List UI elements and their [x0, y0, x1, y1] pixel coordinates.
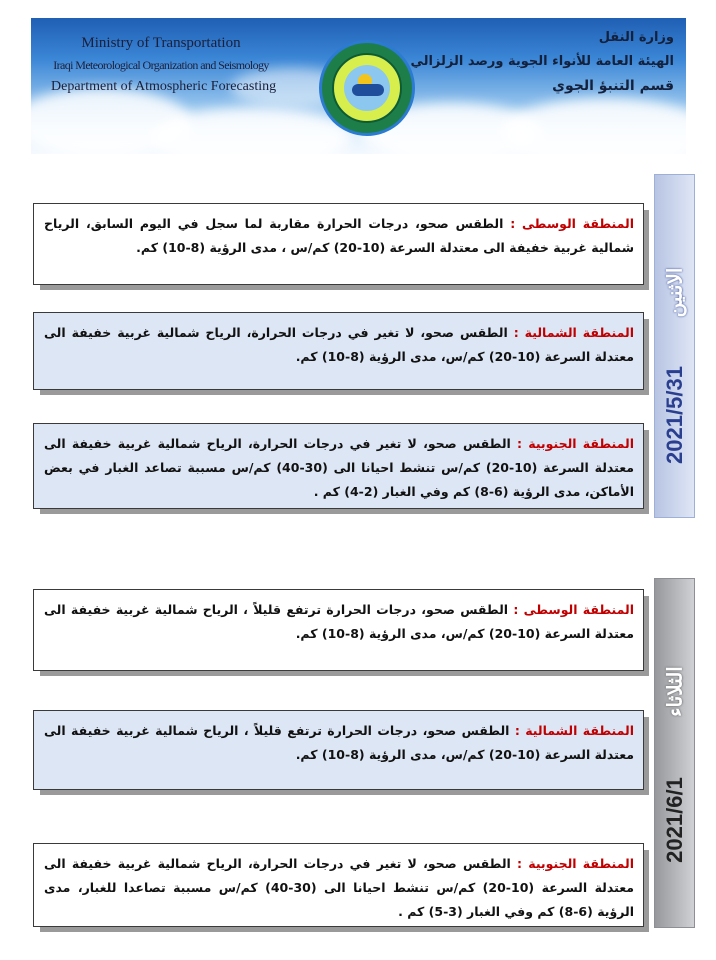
day1-central-region	[33, 203, 644, 285]
day1-date-bar	[654, 174, 695, 518]
day2-northern-region	[33, 710, 644, 790]
region-label: المنطقة الوسطى :	[513, 602, 634, 617]
organization-name: Iraqi Meteorological Organization and Seismology	[53, 58, 269, 72]
region-forecast: الطقس صحو، درجات الحرارة ترتفع قليلاً ، الرياح شمالية غربية خفيفة الى معتدلة السرعة (10-20) كم/س، مدى الرؤية (8-10) كم.	[44, 723, 634, 762]
region-forecast: الطقس صحو، درجات الحرارة ترتفع قليلاً ، الرياح شمالية غربية خفيفة الى معتدلة السرعة (10-20) كم/س، مدى الرؤية (8-10) كم.	[44, 602, 634, 641]
region-forecast: الطقس صحو، لا تغير في درجات الحرارة، الرياح شمالية غربية خفيفة الى معتدلة السرعة (10-20) كم/س، مدى الرؤية (8-10) كم.	[44, 325, 634, 364]
region-forecast: الطقس صحو، لا تغير في درجات الحرارة، الرياح شمالية غربية خفيفة الى معتدلة السرعة (10-20) كم/س تنشط احيانا الى (30-40) كم/س مسببة تصاعد الغبار في بعض الأماكن، مدى الرؤية (6-8) كم وفي الغبار (2-4) كم .	[44, 436, 635, 499]
region-forecast: الطقس صحو، درجات الحرارة مقاربة لما سجل في اليوم السابق، الرياح شمالية غربية خفيفة الى معتدلة السرعة (10-20) كم/س ، مدى الرؤية (8-10) كم.	[44, 216, 634, 255]
region-label: المنطقة الشمالية :	[513, 325, 634, 340]
day2-date: 2021/6/1	[661, 777, 687, 863]
day2-date-bar	[654, 578, 695, 928]
day1-northern-region	[33, 312, 644, 390]
region-label: المنطقة الجنوبية :	[517, 436, 634, 451]
region-label: المنطقة الوسطى :	[510, 216, 634, 231]
organization-name-ar: الهيئة العامة للأنواء الجوية ورصد الزلزالي	[410, 54, 674, 69]
day1-southern-region	[33, 423, 644, 509]
english-title-block	[51, 32, 277, 98]
day2-southern-region	[33, 843, 644, 927]
region-label: المنطقة الجنوبية :	[517, 856, 634, 871]
header-banner	[31, 18, 686, 154]
ministry-name-ar: وزارة النقل	[598, 30, 674, 45]
day1-date: 2021/5/31	[661, 366, 687, 464]
arabic-title-block	[410, 26, 674, 98]
region-forecast: الطقس صحو، لا تغير في درجات الحرارة، الرياح شمالية غربية خفيفة الى معتدلة السرعة (10-20) كم/س تنشط احيانا الى (30-40) كم/س مسببة تصاعدا للغبار، مدى الرؤية (6-8) كم وفي الغبار (3-5) كم .	[44, 856, 634, 919]
region-label: المنطقة الشمالية :	[514, 723, 634, 738]
day2-central-region	[33, 589, 644, 671]
ministry-name: Ministry of Transportation	[81, 35, 241, 51]
day2-weekday: الثلاثاء	[664, 666, 686, 717]
day1-weekday: الاثنين	[664, 267, 686, 318]
department-name-ar: قسم التنبؤ الجوي	[552, 78, 674, 94]
organization-logo	[319, 40, 415, 136]
department-name: Department of Atmospheric Forecasting	[51, 79, 277, 94]
